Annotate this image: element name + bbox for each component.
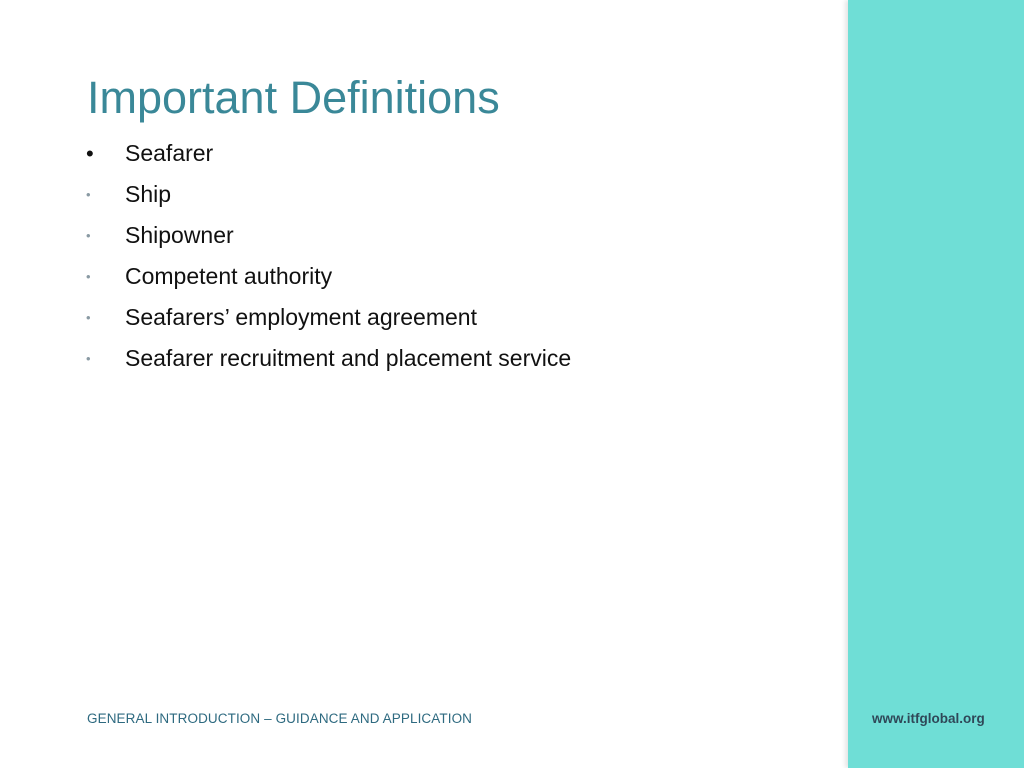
bullet-icon: • — [86, 351, 91, 366]
bullet-icon: • — [86, 269, 91, 284]
list-item-text: Seafarer recruitment and placement service — [125, 345, 572, 371]
footer-website-link[interactable]: www.itfglobal.org — [872, 711, 985, 726]
list-item-text: Seafarer — [125, 140, 214, 166]
bullet-icon: • — [86, 141, 94, 166]
bullet-icon: • — [86, 310, 91, 325]
list-item-text: Competent authority — [125, 263, 333, 289]
slide-title: Important Definitions — [87, 72, 500, 123]
footer-section-title: GENERAL INTRODUCTION – GUIDANCE AND APPLICATION — [87, 711, 473, 726]
list-item-text: Seafarers’ employment agreement — [125, 304, 477, 330]
bullet-icon: • — [86, 228, 91, 243]
list-item-text: Ship — [125, 181, 172, 207]
accent-side-panel — [848, 0, 1024, 768]
bullet-icon: • — [86, 187, 91, 202]
list-item-text: Shipowner — [125, 222, 234, 248]
